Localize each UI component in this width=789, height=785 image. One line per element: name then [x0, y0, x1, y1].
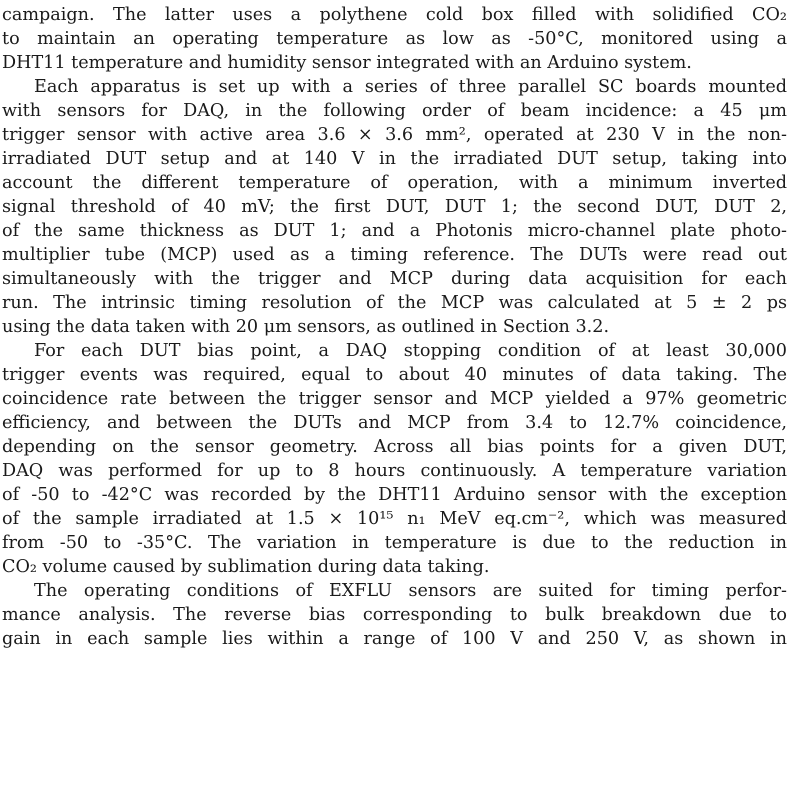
text-line-02: to maintain an operating temperature as low as -50°C, monitored using a — [2, 29, 787, 49]
text-line-20: DAQ was performed for up to 8 hours continuously. A temperature variation — [2, 461, 787, 481]
text-line-23: from -50 to -35°C. The variation in temperature is due to the reduction in — [2, 533, 787, 553]
text-line-10: of the same thickness as DUT 1; and a Photonis micro-channel plate photo- — [2, 221, 787, 241]
text-line-24: CO₂ volume caused by sublimation during data taking. — [2, 557, 490, 577]
text-line-27: gain in each sample lies within a range of 100 V and 250 V, as shown in — [2, 629, 787, 649]
text-line-13: run. The intrinsic timing resolution of the MCP was calculated at 5 ± 2 ps — [2, 293, 787, 313]
text-line-19: depending on the sensor geometry. Across all bias points for a given DUT, — [2, 437, 787, 457]
text-line-06: trigger sensor with active area 3.6 × 3.6 mm², operated at 230 V in the non- — [2, 125, 787, 145]
text-line-11: multiplier tube (MCP) used as a timing reference. The DUTs were read out — [2, 245, 787, 265]
text-line-15: For each DUT bias point, a DAQ stopping condition of at least 30,000 — [34, 341, 787, 361]
text-line-22: of the sample irradiated at 1.5 × 10¹⁵ n₁ MeV eq.cm⁻², which was measured — [2, 509, 787, 529]
text-line-04: Each apparatus is set up with a series of three parallel SC boards mounted — [34, 77, 787, 97]
text-line-09: signal threshold of 40 mV; the first DUT, DUT 1; the second DUT, DUT 2, — [2, 197, 787, 217]
text-line-21: of -50 to -42°C was recorded by the DHT11 Arduino sensor with the exception — [2, 485, 787, 505]
text-line-08: account the different temperature of operation, with a minimum inverted — [2, 173, 787, 193]
text-line-03: DHT11 temperature and humidity sensor integrated with an Arduino system. — [2, 53, 692, 73]
text-line-25: The operating conditions of EXFLU sensors are suited for timing perfor- — [34, 581, 787, 601]
text-line-14: using the data taken with 20 μm sensors, as outlined in Section 3.2. — [2, 317, 610, 337]
text-line-12: simultaneously with the trigger and MCP during data acquisition for each — [2, 269, 787, 289]
text-line-05: with sensors for DAQ, in the following order of beam incidence: a 45 μm — [2, 101, 787, 121]
text-line-07: irradiated DUT setup and at 140 V in the irradiated DUT setup, taking into — [2, 149, 787, 169]
text-line-17: coincidence rate between the trigger sensor and MCP yielded a 97% geometric — [2, 389, 787, 409]
text-line-16: trigger events was required, equal to about 40 minutes of data taking. The — [2, 365, 787, 385]
text-line-18: efficiency, and between the DUTs and MCP from 3.4 to 12.7% coincidence, — [2, 413, 787, 433]
text-line-01: campaign. The latter uses a polythene cold box filled with solidified CO₂ — [2, 5, 787, 25]
text-line-26: mance analysis. The reverse bias corresponding to bulk breakdown due to — [2, 605, 787, 625]
